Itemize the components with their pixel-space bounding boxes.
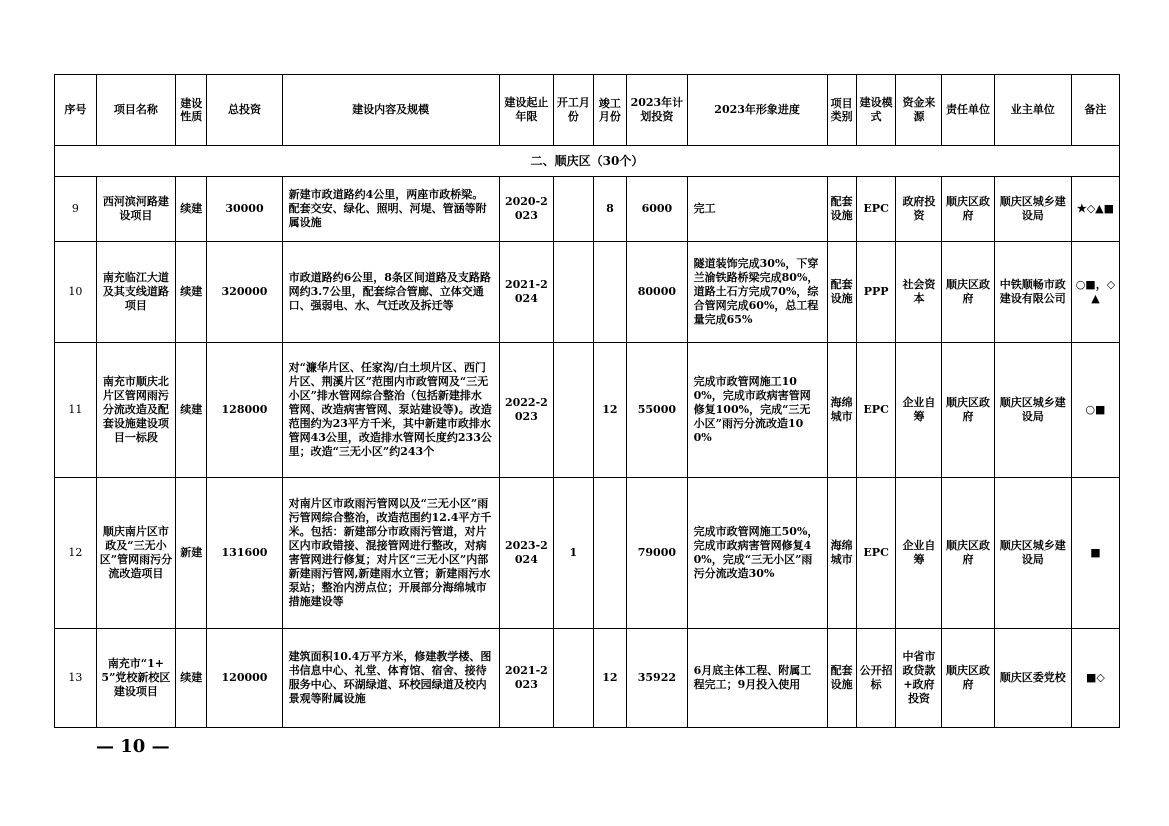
cell-owner: 顺庆区城乡建设局 — [994, 478, 1071, 629]
cell-responsible: 顺庆区政府 — [942, 242, 994, 343]
cell-plan-2023: 80000 — [627, 242, 688, 343]
header-finish-month: 竣工月份 — [593, 75, 626, 146]
cell-owner: 顺庆区城乡建设局 — [994, 343, 1071, 478]
header-category: 项目类别 — [827, 75, 856, 146]
cell-mode: EPC — [856, 177, 896, 242]
cell-plan-2023: 55000 — [627, 343, 688, 478]
cell-fund-source: 社会资本 — [896, 242, 942, 343]
cell-progress-2023: 隧道装饰完成30%，下穿兰渝铁路桥梁完成80%，道路土石方完成70%，综合管网完成60%，总工程量完成65% — [687, 242, 827, 343]
cell-finish-month: 12 — [593, 629, 626, 728]
cell-owner: 中铁顺畅市政建设有限公司 — [994, 242, 1071, 343]
cell-remark: ■◇ — [1071, 629, 1119, 728]
cell-seq: 13 — [55, 629, 97, 728]
cell-total-investment: 128000 — [207, 343, 282, 478]
cell-seq: 11 — [55, 343, 97, 478]
cell-remark: ○■ — [1071, 343, 1119, 478]
cell-category: 配套设施 — [827, 242, 856, 343]
cell-nature: 续建 — [176, 343, 207, 478]
section-title: 二、顺庆区（30个） — [55, 146, 1120, 177]
section-row — [55, 146, 1120, 177]
cell-scope: 对南片区市政雨污管网以及“三无小区”雨污管网综合整治，改造范围约12.4平方千米。包括：新建部分市政雨污管道，对片区内市政错接、混接管网进行整改，对病害管网进行修复；对片区“三无小区”内部新建雨污管网,新建雨水立管；新建雨污水泵站；整治内涝点位；开展部分海绵城市措施建设等 — [282, 478, 499, 629]
header-scope: 建设内容及规模 — [282, 75, 499, 146]
cell-period: 2023-2024 — [499, 478, 553, 629]
project-table — [54, 74, 1120, 728]
cell-progress-2023: 完成市政管网施工100%，完成市政病害管网修复100%，完成“三无小区”雨污分流改造100% — [687, 343, 827, 478]
table-row — [55, 242, 1120, 343]
cell-nature: 续建 — [176, 629, 207, 728]
header-seq: 序号 — [55, 75, 97, 146]
table-row — [55, 177, 1120, 242]
header-progress-2023: 2023年形象进度 — [687, 75, 827, 146]
cell-name: 顺庆南片区市政及“三无小区”管网雨污分流改造项目 — [96, 478, 175, 629]
cell-name: 西河滨河路建设项目 — [96, 177, 175, 242]
cell-scope: 建筑面积10.4万平方米，修建教学楼、图书信息中心、礼堂、体育馆、宿舍、接待服务中心、环湖绿道、环校园绿道及校内景观等附属设施 — [282, 629, 499, 728]
cell-category: 配套设施 — [827, 177, 856, 242]
cell-nature: 续建 — [176, 177, 207, 242]
cell-mode: EPC — [856, 343, 896, 478]
cell-scope: 市政道路约6公里，8条区间道路及支路路网约3.7公里，配套综合管廊、立体交通口、强弱电、水、气迁改及拆迁等 — [282, 242, 499, 343]
cell-nature: 新建 — [176, 478, 207, 629]
header-plan-2023: 2023年计划投资 — [627, 75, 688, 146]
cell-seq: 12 — [55, 478, 97, 629]
cell-progress-2023: 6月底主体工程、附属工程完工；9月投入使用 — [687, 629, 827, 728]
cell-responsible: 顺庆区政府 — [942, 177, 994, 242]
cell-responsible: 顺庆区政府 — [942, 629, 994, 728]
cell-fund-source: 企业自筹 — [896, 343, 942, 478]
cell-fund-source: 企业自筹 — [896, 478, 942, 629]
cell-category: 配套设施 — [827, 629, 856, 728]
header-name: 项目名称 — [96, 75, 175, 146]
header-period: 建设起止年限 — [499, 75, 553, 146]
header-start-month: 开工月份 — [554, 75, 594, 146]
cell-name: 南充市顺庆北片区管网雨污分流改造及配套设施建设项目一标段 — [96, 343, 175, 478]
cell-seq: 9 — [55, 177, 97, 242]
cell-plan-2023: 35922 — [627, 629, 688, 728]
cell-progress-2023: 完成市政管网施工50%，完成市政病害管网修复40%，完成“三无小区”雨污分流改造30% — [687, 478, 827, 629]
header-row — [55, 75, 1120, 146]
header-fund-source: 资金来源 — [896, 75, 942, 146]
cell-owner: 顺庆区城乡建设局 — [994, 177, 1071, 242]
cell-responsible: 顺庆区政府 — [942, 478, 994, 629]
cell-start-month — [554, 343, 594, 478]
cell-progress-2023: 完工 — [687, 177, 827, 242]
cell-period: 2022-2023 — [499, 343, 553, 478]
cell-period: 2021-2024 — [499, 242, 553, 343]
cell-finish-month — [593, 242, 626, 343]
table-row — [55, 343, 1120, 478]
cell-period: 2021-2023 — [499, 629, 553, 728]
cell-nature: 续建 — [176, 242, 207, 343]
cell-start-month — [554, 242, 594, 343]
cell-owner: 顺庆区委党校 — [994, 629, 1071, 728]
cell-category: 海绵城市 — [827, 343, 856, 478]
cell-remark: ■ — [1071, 478, 1119, 629]
cell-start-month — [554, 629, 594, 728]
cell-start-month — [554, 177, 594, 242]
table-row — [55, 629, 1120, 728]
cell-finish-month: 8 — [593, 177, 626, 242]
cell-mode: EPC — [856, 478, 896, 629]
cell-fund-source: 中省市政贷款+政府投资 — [896, 629, 942, 728]
header-mode: 建设模式 — [856, 75, 896, 146]
cell-scope: 新建市政道路约4公里，两座市政桥梁。配套交安、绿化、照明、河堤、管涵等附属设施 — [282, 177, 499, 242]
cell-plan-2023: 79000 — [627, 478, 688, 629]
cell-period: 2020-2023 — [499, 177, 553, 242]
header-total-investment: 总投资 — [207, 75, 282, 146]
cell-total-investment: 30000 — [207, 177, 282, 242]
header-responsible: 责任单位 — [942, 75, 994, 146]
cell-total-investment: 320000 — [207, 242, 282, 343]
cell-responsible: 顺庆区政府 — [942, 343, 994, 478]
cell-finish-month: 12 — [593, 343, 626, 478]
cell-name: 南充临江大道及其支线道路项目 — [96, 242, 175, 343]
header-nature: 建设性质 — [176, 75, 207, 146]
cell-plan-2023: 6000 — [627, 177, 688, 242]
cell-mode: PPP — [856, 242, 896, 343]
cell-seq: 10 — [55, 242, 97, 343]
cell-remark: ★◇▲■ — [1071, 177, 1119, 242]
cell-category: 海绵城市 — [827, 478, 856, 629]
header-owner: 业主单位 — [994, 75, 1071, 146]
page-number: — 10 — — [96, 736, 170, 757]
header-remark: 备注 — [1071, 75, 1119, 146]
cell-finish-month — [593, 478, 626, 629]
cell-total-investment: 131600 — [207, 478, 282, 629]
cell-fund-source: 政府投资 — [896, 177, 942, 242]
cell-total-investment: 120000 — [207, 629, 282, 728]
cell-start-month: 1 — [554, 478, 594, 629]
cell-remark: ○■，◇▲ — [1071, 242, 1119, 343]
table-row — [55, 478, 1120, 629]
cell-scope: 对“濂华片区、任家沟/白土坝片区、西门片区、荆溪片区”范围内市政管网及“三无小区”排水管网综合整治（包括新建排水管网、改造病害管网、泵站建设等)。改造范围约为23平方千米，其中新建市政排水管网43公里，改造排水管网长度约233公里；改造“三无小区”约243个 — [282, 343, 499, 478]
cell-mode: 公开招标 — [856, 629, 896, 728]
cell-name: 南充市“1+5”党校新校区建设项目 — [96, 629, 175, 728]
